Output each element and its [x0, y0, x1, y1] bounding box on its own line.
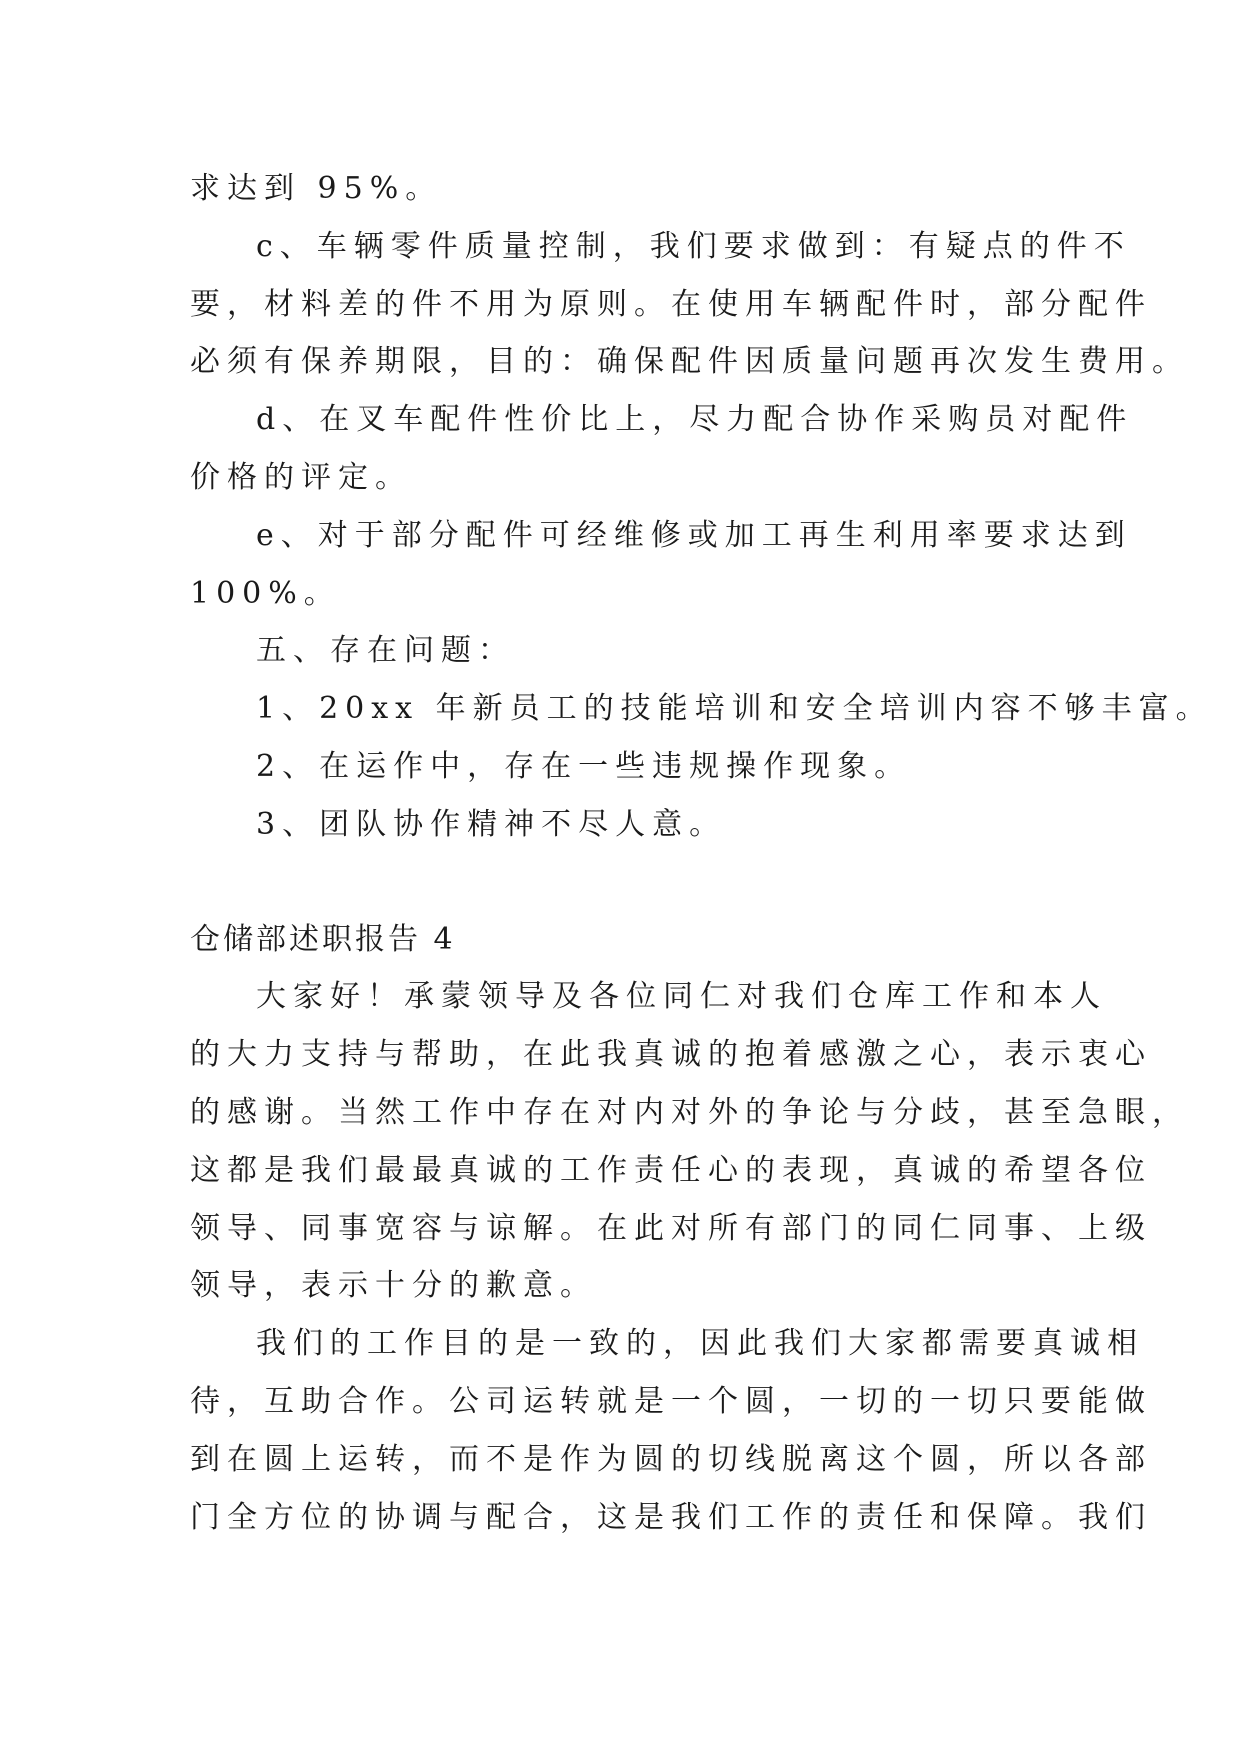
text-line: 大家好！承蒙领导及各位同仁对我们仓库工作和本人: [256, 979, 1107, 1015]
text-line: 要，材料差的件不用为原则。在使用车辆配件时，部分配件: [190, 286, 1152, 322]
text-line: 门全方位的协调与配合，这是我们工作的责任和保障。我们: [190, 1499, 1152, 1535]
text-line: 必须有保养期限，目的：确保配件因质量问题再次发生费用。: [190, 344, 1189, 380]
list-item: 3、团队协作精神不尽人意。: [256, 806, 727, 842]
text-line: 100%。: [190, 575, 341, 611]
text-line: d、在叉车配件性价比上，尽力配合协作采购员对配件: [256, 402, 1134, 438]
text-line: 待，互助合作。公司运转就是一个圆，一切的一切只要能做: [190, 1383, 1152, 1419]
text-line: 到在圆上运转，而不是作为圆的切线脱离这个圆，所以各部: [190, 1441, 1152, 1477]
document-body: [190, 160, 1213, 1546]
text-line: 领导、同事宽容与谅解。在此对所有部门的同仁同事、上级: [190, 1210, 1152, 1246]
text-line: 这都是我们最最真诚的工作责任心的表现，真诚的希望各位: [190, 1152, 1152, 1188]
text-line: 价格的评定。: [190, 459, 412, 495]
section-title: 仓储部述职报告 4: [190, 921, 456, 957]
text-line: 领导，表示十分的歉意。: [190, 1268, 597, 1304]
paragraph-gap: [190, 854, 1060, 911]
text-line: 的大力支持与帮助，在此我真诚的抱着感激之心，表示衷心: [190, 1037, 1152, 1073]
list-item: 2、在运作中，存在一些违规操作现象。: [256, 748, 912, 784]
list-item: 1、20xx 年新员工的技能培训和安全培训内容不够丰富。: [256, 691, 1213, 727]
text-line: 我们的工作目的是一致的，因此我们大家都需要真诚相: [256, 1326, 1144, 1362]
text-line: e、对于部分配件可经维修或加工再生利用率要求达到: [256, 517, 1132, 553]
section-heading: 五、存在问题：: [256, 633, 515, 669]
text-line: c、车辆零件质量控制，我们要求做到：有疑点的件不: [256, 228, 1131, 264]
text-line: 的感谢。当然工作中存在对内对外的争论与分歧，甚至急眼，: [190, 1094, 1189, 1130]
text-line: 求达到 95%。: [190, 171, 443, 206]
